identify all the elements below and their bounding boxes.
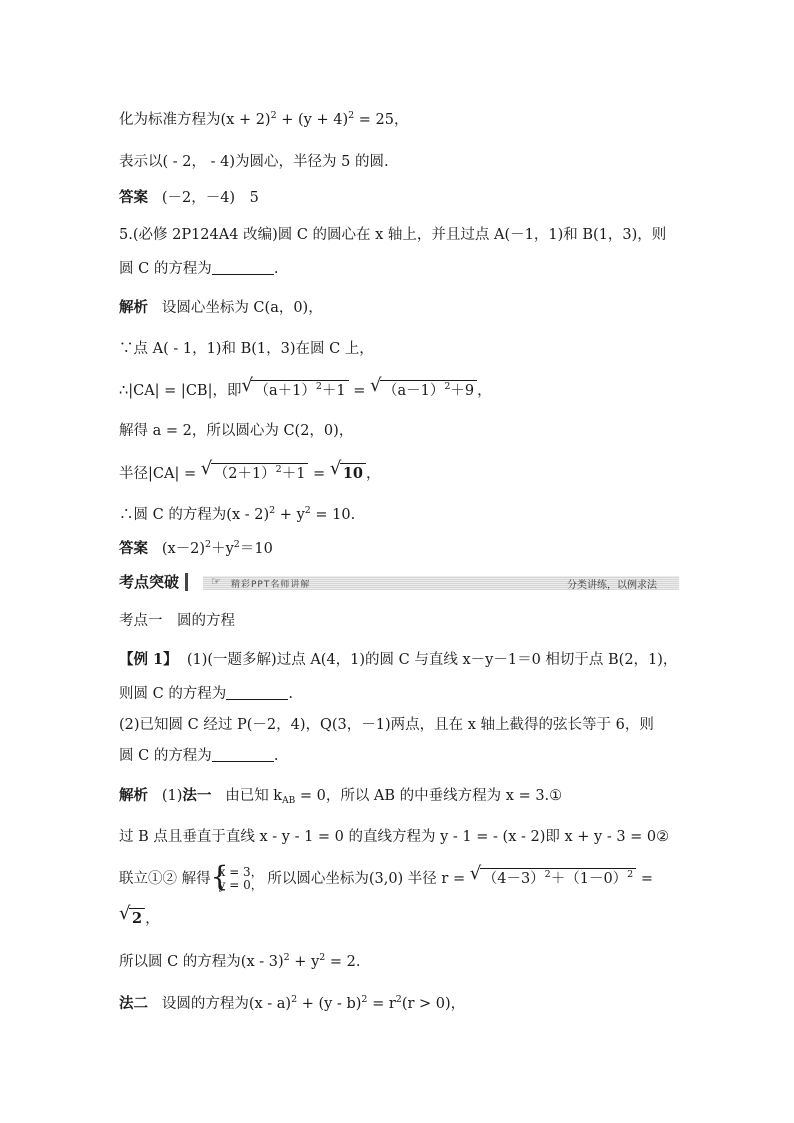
answer-blank	[212, 260, 274, 275]
question-5-line2: 圆 C 的方程为 .	[119, 261, 279, 277]
banner-subtitle: 精彩PPT名师讲解	[231, 580, 311, 590]
sqrt-expression: √ $(a-1)^2+9$	[370, 380, 477, 401]
line-radius: 半径|CA| = √ $(2+1)^2+1$ = √ 10 ，	[119, 458, 381, 482]
banner-title: 考点突破	[119, 573, 188, 591]
line-points-on-circle: ∵点 A( - 1，1)和 B(1，3)在圆 C 上，	[119, 341, 374, 357]
sqrt-expression: √ $(4-3)^2+(1-0)^2$	[470, 868, 637, 889]
method-2: 法二 设圆的方程为$(x - a)^2 + (y - b)^2 = r^2(r > 0)$，	[119, 994, 466, 1012]
answer-label: 答案	[119, 540, 148, 557]
analysis-2: 解析 (1)法一 由已知 $k_{AB} = 0$，所以 AB 的中垂线方程为 x = 3.①	[119, 787, 563, 806]
banner-tagline: 分类讲练，以例求法	[567, 580, 657, 591]
sqrt-expression: √ $(2+1)^2+1$	[201, 463, 309, 484]
example-1: 【例 1】 (1)(一题多解)过点 A(4，1)的圆 C 与直线 x－y－1＝0 相切于点 B(2，1)，	[119, 651, 678, 668]
sqrt-expression: √ 10	[330, 463, 366, 484]
example-2-line2: 圆 C 的方程为 .	[119, 748, 279, 764]
analysis-label: 解析	[119, 787, 148, 804]
analysis-1: 解析 设圆心坐标为 C(a，0)，	[119, 299, 323, 316]
sqrt-expression: √ 2	[119, 908, 145, 929]
line-sqrt2: √ 2 ，	[119, 903, 160, 927]
section-title: 考点一 圆的方程	[119, 613, 235, 629]
section-banner	[119, 573, 679, 593]
answer-blank	[212, 747, 274, 762]
analysis-label: 解析	[119, 299, 148, 316]
line-perpendicular: 过 B 点且垂直于直线 x - y - 1 = 0 的直线方程为 y - 1 = - (x - 2)即 x + y - 3 = 0②	[119, 829, 670, 845]
line-result: 所以圆 C 的方程为$(x - 3)^2 + y^2 = 2$.	[119, 952, 361, 970]
pointing-hand-icon: ☞	[211, 575, 221, 588]
example-label: 【例 1】	[119, 651, 178, 668]
answer-blank	[226, 685, 288, 700]
example-1-line2: 则圆 C 的方程为 .	[119, 686, 293, 702]
method-label: 法二	[119, 995, 148, 1012]
answer-label: 答案	[119, 189, 148, 206]
question-5: 5.(必修 2P124A4 改编)圆 C 的圆心在 x 轴上，并且过点 A(－1，1)和 B(1，3)，则	[119, 227, 667, 243]
sqrt-expression: √ $(a+1)^2+1$	[241, 380, 348, 401]
line-solve-a: 解得 a = 2，所以圆心为 C(2，0)，	[119, 423, 354, 439]
line-center-radius: 表示以( - 2， - 4)为圆心，半径为 5 的圆.	[119, 154, 389, 170]
example-2: (2)已知圆 C 经过 P(－2，4)，Q(3，－1)两点，且在 x 轴上截得的弦长等于 6，则	[119, 717, 654, 733]
line-standard-form: 化为标准方程为$(x + 2)^2 + (y + 4)^2 = 25$，	[119, 110, 409, 128]
line-equal-distances: ∴|CA| = |CB|，即 √ $(a+1)^2+1$ = √ $(a-1)^2+9$ ，	[119, 375, 492, 399]
line-circle-equation: ∴圆 C 的方程为$(x - 2)^2 + y^2 = 10$.	[119, 505, 356, 523]
equation-system: { x = 3， y = 0，	[210, 860, 263, 893]
answer-1: 答案 (－2，－4) 5	[119, 189, 259, 206]
line-solve-system: 联立①② 解得 { x = 3， y = 0， 所以圆心坐标为(3,0) 半径 r = √ $(4-3)^2+(1-0)^2$ =	[119, 860, 653, 893]
answer-2: 答案 $(x-2)^2+y^2=10$	[119, 539, 273, 557]
